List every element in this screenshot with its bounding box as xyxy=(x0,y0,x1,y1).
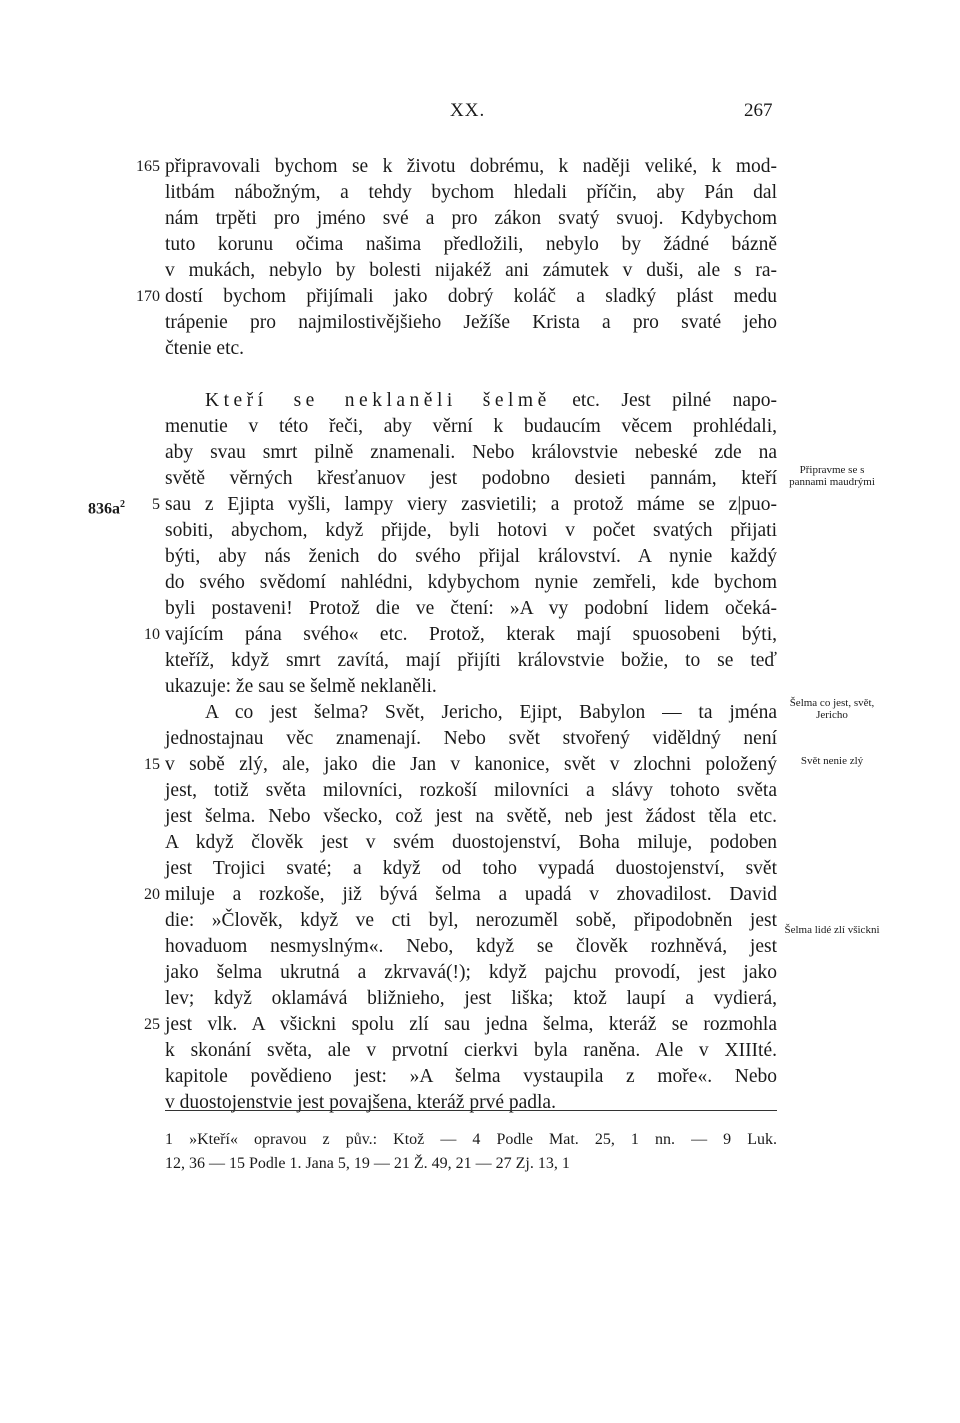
text-line: čtenie etc. xyxy=(165,338,245,359)
line-number: 25 xyxy=(144,1016,160,1033)
folio-superscript: 2 xyxy=(120,499,125,510)
text-line: ukazuje: že sau se šelmě neklaněli. xyxy=(165,676,437,697)
folio-number: 836a xyxy=(88,500,120,518)
text-line: v duostojenstvie jest povajšena, kteráž prvé padla. xyxy=(165,1092,556,1113)
text-line: sau z Ejipta vyšli, lampy viery zasvietili; a protož máme se z|puo- xyxy=(165,494,777,515)
page-number: 267 xyxy=(744,100,773,121)
text-line: kteříž, když smrt zavítá, mají přijíti královstvie božie, to se teď xyxy=(165,650,777,671)
line-number: 10 xyxy=(144,626,160,643)
margin-note: Šelma lidé zlí všickni xyxy=(784,924,880,936)
text-line: do svého svědomí nahlédni, kdybychom nynie zemřeli, kde bychom xyxy=(165,572,777,593)
line-number: 170 xyxy=(136,288,160,305)
text-line: byli postaveni! Protož die ve čtení: »A vy podobní lidem očeká- xyxy=(165,598,777,619)
text-line: menutie v této řeči, aby věrní k budaucím věcem prohlédali, xyxy=(165,416,777,437)
text-line: dostí bychom přijímali jako dobrý koláč a sladký plást medu xyxy=(165,286,777,307)
text-line: nám trpěti pro jméno své a pro zákon svatý svuoj. Kdybychom xyxy=(165,208,777,229)
text-line: kapitole povědieno jest: »A šelma vystaupila z moře«. Nebo xyxy=(165,1066,777,1087)
margin-note: Svět nenie zlý xyxy=(800,755,864,767)
text-line: lev; když oklamává bližnieho, jest liška; ktož laupí a vydierá, xyxy=(165,988,777,1009)
footnote-divider xyxy=(165,1110,777,1111)
margin-note: Šelma co jest, svět, Jericho xyxy=(789,697,875,721)
spaced-phrase: Kteří se neklaněli šelmě xyxy=(205,390,551,411)
margin-note: Připravme se s pannami maudrými xyxy=(789,464,875,488)
text-line: A co jest šelma? Svět, Jericho, Ejipt, Babylon — ta jména xyxy=(205,702,777,723)
text-line: sobiti, abychom, když přijde, byli hotovi v počet svatých přijati xyxy=(165,520,777,541)
text-line: A když člověk jest v svém duostojenství, Boha miluje, podoben xyxy=(165,832,777,853)
text-line: v sobě zlý, ale, jako die Jan v kanonice, svět v zlochni položený xyxy=(165,754,777,775)
text-line: v mukách, nebylo by bolesti nijakéž ani zámutek v duši, ale s ra- xyxy=(165,260,777,281)
chapter-heading: XX. xyxy=(450,100,486,121)
text-line: die: »Člověk, když ve cti byl, nerozuměl sobě, připodobněn jest xyxy=(165,910,777,931)
text-line: tuto korunu očima našima předložili, nebylo by žádné bázně xyxy=(165,234,777,255)
text-line: jest Trojici svaté; a když od toho vypadá duostojenství, svět xyxy=(165,858,777,879)
line-number: 165 xyxy=(136,158,160,175)
text-line: k skonání světa, ale v prvotní cierkvi byla raněna. Ale v XIIIté. xyxy=(165,1040,777,1061)
text-line: aby svau smrt pilně znamenali. Nebo královstvie nebeské zde na xyxy=(165,442,777,463)
text-line: hovaduom nesmyslným«. Nebo, když se člověk rozhněvá, jest xyxy=(165,936,777,957)
text-line: býti, aby nás ženich do svého přijal království. A nynie každý xyxy=(165,546,777,567)
line-number: 20 xyxy=(144,886,160,903)
text-line: jest, totiž světa milovníci, rozkoší milovníci a slávy tohoto světa xyxy=(165,780,777,801)
line-number: 5 xyxy=(152,496,160,513)
text-line: vajícím pána svého« etc. Protož, kterak mají spuosobeni býti, xyxy=(165,624,777,645)
text-line: jest vlk. A všickni spolu zlí sau jedna šelma, kteráž se rozmohla xyxy=(165,1014,777,1035)
footnote-line: 1 »Kteří« opravou z pův.: Ktož — 4 Podle Mat. 25, 1 nn. — 9 Luk. xyxy=(165,1131,777,1148)
text-line: připravovali bychom se k životu dobrému, k naději veliké, k mod- xyxy=(165,156,777,177)
text-line: miluje a rozkoše, již bývá šelma a upadá v zhovadilost. David xyxy=(165,884,777,905)
text-line: jednostajnau věc znamenají. Nebo svět stvořený viděldný není xyxy=(165,728,777,749)
text-line: litbám nábožným, a tehdy bychom hledali příčin, aby Pán dal xyxy=(165,182,777,203)
text-line: trápenie pro najmilostivějšieho Ježíše Krista a pro svaté jeho xyxy=(165,312,777,333)
text-line: jest šelma. Nebo všecko, což jest na světě, neb jest žádost těla etc. xyxy=(165,806,777,827)
line-rest: etc. Jest pilné napo- xyxy=(550,390,777,411)
text-line xyxy=(165,388,777,414)
footnote-line: 12, 36 — 15 Podle 1. Jana 5, 19 — 21 Ž. 49, 21 — 27 Zj. 13, 1 xyxy=(165,1155,570,1172)
text-line: světě věrných křesťanuov jest podobno desieti pannám, kteří xyxy=(165,468,777,489)
line-number: 15 xyxy=(144,756,160,773)
text-line: jako šelma ukrutná a zkrvavá(!); když pajchu provodí, jest jako xyxy=(165,962,777,983)
